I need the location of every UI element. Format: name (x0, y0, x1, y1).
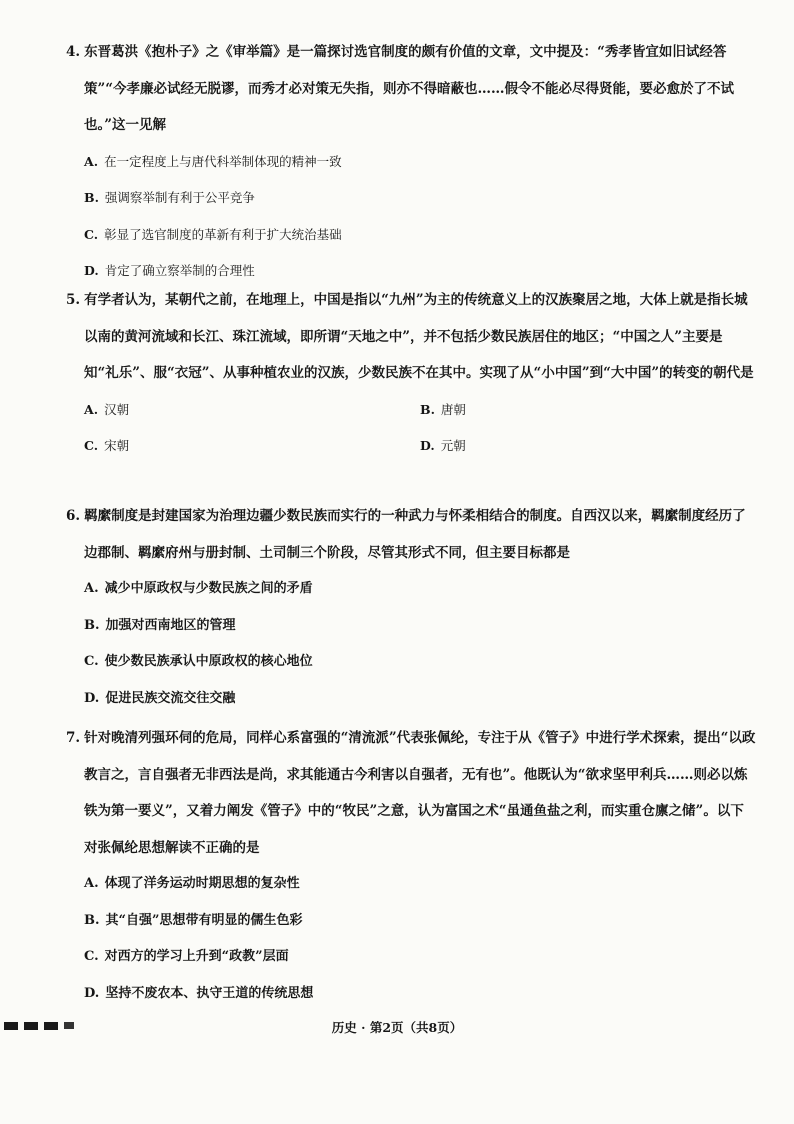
question-4-stem (66, 34, 756, 144)
option-c (84, 428, 420, 465)
option-letter: C. (84, 949, 99, 964)
option-letter: C. (84, 226, 99, 242)
option-d (66, 976, 756, 1013)
option-c (66, 217, 756, 254)
page-footer (0, 1018, 794, 1038)
option-c (66, 939, 756, 976)
option-d (66, 681, 756, 718)
option-text: 减少中原政权与少数民族之间的矛盾 (104, 581, 313, 596)
option-letter: A. (84, 581, 99, 596)
option-letter: D. (84, 263, 99, 278)
option-letter: B. (84, 617, 100, 633)
option-b (66, 180, 756, 217)
question-4 (66, 34, 756, 290)
question-text: 针对晚清列强环伺的危局，同样心系富强的“清流派”代表张佩纶，专注于从《管子》中进行学术探索，提出“以政教言之，言自强者无非西法是尚，求其能通古今利害以自强者，无有也”。他既认为“欲求坚甲利兵……则必以炼铁为第一要义”，又着力阐发《管子》中的“牧民”之意，认为富国之术“虽通鱼盐之利，而实重仓廪之储”。以下对张佩纶思想解读不正确的是 (84, 730, 756, 856)
option-text: 加强对西南地区的管理 (105, 617, 236, 633)
question-5-stem (66, 282, 756, 392)
option-text: 在一定程度上与唐代科举制体现的精神一致 (104, 153, 342, 169)
question-number: 7. (66, 730, 81, 746)
option-b (66, 608, 756, 645)
option-letter: B. (84, 912, 100, 928)
question-text: 有学者认为，某朝代之前，在地理上，中国是指以“九州”为主的传统意义上的汉族聚居之地，大体上就是指长城以南的黄河流域和长江、珠江流域，即所谓“天地之中”，并不包括少数民族居住的地区；“中国之人”主要是知“礼乐”、服“衣冠”、从事种植农业的汉族，少数民族不在其中。实现了从“小中国”到“大中国”的转变的朝代是 (84, 292, 754, 381)
question-number: 6. (66, 508, 81, 524)
option-text: 彰显了选官制度的革新有利于扩大统治基础 (104, 226, 342, 242)
option-letter: D. (420, 438, 435, 453)
option-a (66, 571, 756, 608)
option-a (84, 392, 420, 429)
option-text: 坚持不废农本、执守王道的传统思想 (105, 985, 314, 1001)
option-text: 唐朝 (440, 401, 466, 417)
question-text: 东晋葛洪《抱朴子》之《审举篇》是一篇探讨选官制度的颇有价值的文章，文中提及：“秀孝皆宜如旧试经答策”“今孝廉必试经无脱谬，而秀才必对策无失指，则亦不得暗蔽也……假令不能必尽得贤能，要必愈於了不试也。”这一见解 (84, 44, 735, 133)
option-letter: A. (84, 153, 99, 169)
option-letter: A. (84, 876, 99, 891)
question-number: 5. (66, 292, 81, 308)
option-text: 对西方的学习上升到“政教”层面 (104, 949, 289, 964)
option-c (66, 644, 756, 681)
option-letter: B. (84, 190, 99, 205)
question-7-stem (66, 720, 756, 866)
question-5 (66, 282, 756, 465)
option-b (420, 392, 756, 429)
page-number-label: 历史 · 第2页（共8页） (331, 1020, 463, 1035)
option-text: 强调察举制有利于公平竞争 (104, 190, 255, 205)
question-7 (66, 720, 756, 1012)
option-letter: C. (84, 654, 99, 669)
option-b (66, 903, 756, 940)
option-text: 使少数民族承认中原政权的核心地位 (104, 654, 313, 669)
option-text: 其“自强”思想带有明显的儒生色彩 (105, 912, 303, 928)
option-text: 肯定了确立察举制的合理性 (104, 263, 255, 278)
option-a (66, 144, 756, 181)
option-text: 元朝 (440, 438, 466, 453)
option-letter: D. (84, 690, 100, 706)
option-text: 促进民族交流交往交融 (105, 690, 236, 706)
option-letter: A. (84, 401, 99, 417)
option-text: 宋朝 (104, 438, 130, 453)
question-number: 4. (66, 44, 81, 60)
question-text: 羁縻制度是封建国家为治理边疆少数民族而实行的一种武力与怀柔相结合的制度。自西汉以来，羁縻制度经历了边郡制、羁縻府州与册封制、土司制三个阶段，尽管其形式不同，但主要目标都是 (84, 508, 746, 561)
option-letter: D. (84, 985, 100, 1001)
option-text: 体现了洋务运动时期思想的复杂性 (104, 876, 300, 891)
question-6-stem (66, 498, 756, 571)
question-6 (66, 498, 756, 717)
option-a (66, 866, 756, 903)
option-letter: C. (84, 438, 99, 453)
options-grid (66, 392, 756, 465)
option-letter: B. (420, 401, 435, 417)
option-text: 汉朝 (104, 401, 130, 417)
option-d (420, 428, 756, 465)
